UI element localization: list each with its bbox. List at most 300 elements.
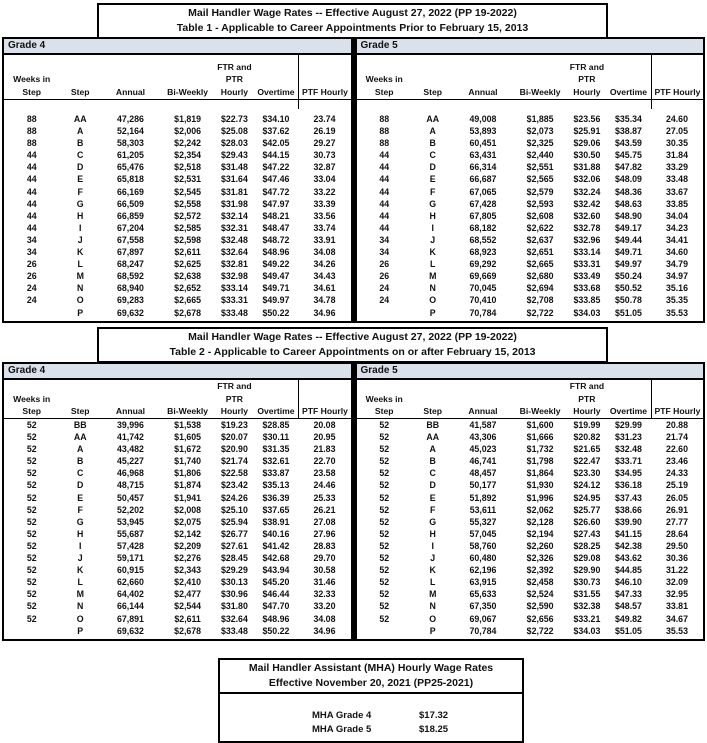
table-cell: 52 <box>26 613 37 624</box>
header-weeks-in-step: Weeks in Step <box>13 74 51 97</box>
table-cell: 22.60 <box>665 444 688 455</box>
table-cell: $51.05 <box>615 307 642 318</box>
table-cell: $37.65 <box>262 504 290 515</box>
table-cell: 52 <box>26 565 37 576</box>
table-cell: $35.34 <box>615 114 642 124</box>
table-cell: $20.90 <box>220 444 248 455</box>
table-cell: 52 <box>379 420 390 430</box>
table-cell: 31.22 <box>665 565 688 576</box>
table-cell: 34 <box>26 234 37 245</box>
table-cell: $29.29 <box>220 565 248 576</box>
spacer-row <box>357 100 704 113</box>
table-cell: 52 <box>26 540 37 551</box>
header-annual: Annual <box>468 86 498 97</box>
table-cell: O <box>76 295 84 306</box>
table-cell: $23.30 <box>573 468 601 479</box>
table-cell: $49.71 <box>615 247 642 258</box>
mha-title-line1: Mail Handler Assistant (MHA) Hourly Wage Rates <box>248 662 494 674</box>
table-cell: $45.20 <box>262 577 290 588</box>
table-cell: 70,410 <box>469 295 497 306</box>
table-cell: 67,204 <box>117 222 144 233</box>
table2-grade4-column-headers <box>4 380 351 419</box>
table2-title-line2: Table 2 - Applicable to Career Appointments on or after February 15, 2013 <box>169 346 536 358</box>
table-cell: $28.03 <box>220 138 248 149</box>
table-cell: 52,164 <box>117 126 144 137</box>
table-cell: 52 <box>26 601 37 612</box>
table2-grade4-body <box>4 419 351 639</box>
table-cell: 52 <box>26 480 37 491</box>
table-cell: $2,073 <box>526 126 554 137</box>
table-row <box>4 576 351 588</box>
table-cell: $34.03 <box>573 625 601 636</box>
table-cell: N <box>429 283 436 294</box>
table-cell: C <box>429 150 436 161</box>
table-cell: C <box>429 468 436 479</box>
table-cell: 27.08 <box>313 516 336 527</box>
table-cell: $49.82 <box>615 613 642 624</box>
table-row <box>4 540 351 552</box>
table-cell: BB <box>73 420 87 430</box>
table-cell: $1,930 <box>526 480 554 491</box>
table-cell: 44 <box>379 222 390 233</box>
table-cell: F <box>430 186 436 197</box>
table-cell: 52 <box>379 613 390 624</box>
table-cell: 34.08 <box>313 247 336 258</box>
header-annual: Annual <box>115 86 146 97</box>
table-cell: $49.17 <box>615 222 642 233</box>
table-cell: 27.05 <box>665 126 688 137</box>
table-cell: 24.60 <box>665 114 688 124</box>
table-cell: $2,458 <box>526 577 554 588</box>
table-cell: $1,874 <box>174 480 202 491</box>
table-cell: $2,410 <box>174 577 202 588</box>
table-cell: $32.48 <box>615 444 642 455</box>
table-cell: $2,518 <box>174 162 202 173</box>
table-cell: J <box>77 234 83 245</box>
table-cell: $48.72 <box>262 234 290 245</box>
table-cell: M <box>76 271 84 282</box>
table-cell: F <box>430 504 436 515</box>
table-cell: I <box>431 222 434 233</box>
mha-body <box>220 694 522 741</box>
table-cell: 68,247 <box>117 259 144 270</box>
table2-grade5-column-headers <box>357 380 704 419</box>
table-cell: E <box>77 174 84 185</box>
table-cell: 50,177 <box>469 480 497 491</box>
table-cell: $47.22 <box>262 162 290 173</box>
table-cell: 58,760 <box>469 540 497 551</box>
table-cell: $2,142 <box>174 528 202 539</box>
table-cell: $2,531 <box>174 174 202 185</box>
table-cell: MHA Grade 4 <box>312 710 372 721</box>
table-cell: 52 <box>26 577 37 588</box>
table-cell: D <box>77 480 84 491</box>
table-cell: 52 <box>379 456 390 467</box>
table2-title-box <box>97 327 608 363</box>
table2-grade4-table <box>2 362 354 641</box>
table-cell: $1,996 <box>526 492 554 503</box>
table-cell: 69,669 <box>469 271 497 282</box>
table-cell: 33.48 <box>665 174 688 185</box>
table-cell: $1,941 <box>174 492 202 503</box>
table-cell: $32.98 <box>220 271 248 282</box>
table-cell: $33.87 <box>262 468 290 479</box>
table-cell: P <box>77 307 84 318</box>
table-row <box>357 173 704 185</box>
table-cell: 33.74 <box>313 222 336 233</box>
table-cell: 31.84 <box>665 150 688 161</box>
table-cell: $21.74 <box>220 456 248 467</box>
table-cell: 47,286 <box>117 114 144 124</box>
table-cell: E <box>77 492 84 503</box>
table-cell: L <box>430 259 436 270</box>
mha-title-line2: Effective November 20, 2021 (PP25-2021) <box>268 677 474 689</box>
table-cell: $2,694 <box>526 283 554 294</box>
table-row <box>357 492 704 504</box>
header-ptf-hourly: PTF Hourly <box>298 380 350 419</box>
table-cell: 29.70 <box>313 553 336 564</box>
table-cell: $2,579 <box>526 186 554 197</box>
table-cell: L <box>430 577 436 588</box>
table-cell: $2,062 <box>526 504 554 515</box>
table-cell: $27.61 <box>220 540 248 551</box>
table-row <box>4 198 351 210</box>
header-ptf-hourly: PTF Hourly <box>651 55 703 99</box>
table-row <box>4 137 351 149</box>
table1-grade4-column-headers <box>4 55 351 100</box>
table1-grade5-body <box>357 113 704 321</box>
table-cell: $22.47 <box>573 456 601 467</box>
table1-grade4-header-bar: Grade 4 <box>4 39 351 55</box>
table-row <box>357 576 704 588</box>
table-cell: $2,242 <box>174 138 202 149</box>
table-cell: $51.05 <box>615 625 642 636</box>
table-cell: 34.67 <box>665 613 688 624</box>
table-cell: $30.11 <box>262 432 290 443</box>
table-cell: 28.64 <box>665 528 688 539</box>
table-cell: 45,227 <box>117 456 144 467</box>
table2-grade5-header-bar: Grade 5 <box>357 364 704 380</box>
table-cell: $1,819 <box>174 114 202 124</box>
table-cell: $1,885 <box>526 114 554 124</box>
table-cell: P <box>429 625 436 636</box>
table-cell: 66,144 <box>117 601 144 612</box>
table-cell: 33.04 <box>313 174 336 185</box>
table1-grade5-table <box>354 37 706 323</box>
table-cell: K <box>77 565 84 576</box>
table-cell: 23.58 <box>313 468 336 479</box>
table-cell: $48.96 <box>262 247 290 258</box>
table-cell: $31.88 <box>573 162 601 173</box>
table-cell: 67,805 <box>469 210 497 221</box>
table-cell: $48.57 <box>615 601 642 612</box>
table-cell: $28.25 <box>573 540 601 551</box>
table-cell: 52 <box>379 540 390 551</box>
table-cell: A <box>429 126 436 137</box>
table-row <box>4 516 351 528</box>
table-cell: 67,065 <box>469 186 497 197</box>
table-row <box>357 222 704 234</box>
table-cell: M <box>429 271 437 282</box>
table-cell: 52 <box>379 516 390 527</box>
table-cell: $30.73 <box>573 577 601 588</box>
table-row <box>4 307 351 319</box>
table-cell: $22.58 <box>220 468 248 479</box>
table1-grade5-header-bar: Grade 5 <box>357 39 704 55</box>
table-cell: 65,818 <box>117 174 144 185</box>
table-cell: G <box>429 198 437 209</box>
table-cell: $2,260 <box>526 540 554 551</box>
table-cell: $33.21 <box>573 613 601 624</box>
table-cell: 29.50 <box>665 540 688 551</box>
table-cell: $2,544 <box>174 601 202 612</box>
table-cell: 65,633 <box>469 589 497 600</box>
table-cell: $31.35 <box>262 444 290 455</box>
table-row <box>4 234 351 246</box>
table-cell: $25.08 <box>220 126 248 137</box>
table-cell: $2,722 <box>526 625 554 636</box>
table1-grade4-table <box>2 37 354 323</box>
table-cell: $1,864 <box>526 468 554 479</box>
header-ftr-ptr-hourly: FTR and PTR Hourly <box>569 381 605 416</box>
table-cell: 52 <box>26 456 37 467</box>
table-cell: $2,722 <box>526 307 554 318</box>
table-row <box>357 137 704 149</box>
table-cell: $47.72 <box>262 186 290 197</box>
table-cell: 35.16 <box>665 283 688 294</box>
table-cell: $2,637 <box>526 234 554 245</box>
table-cell: $25.94 <box>220 516 248 527</box>
header-ptf-hourly: PTF Hourly <box>651 380 703 419</box>
table2-grade5-table <box>354 362 706 641</box>
table-cell: $49.71 <box>262 283 290 294</box>
table-cell: $39.90 <box>615 516 642 527</box>
table-cell: $49.47 <box>262 271 290 282</box>
table-row <box>357 210 704 222</box>
table-cell: F <box>77 504 83 515</box>
table-cell: 46,968 <box>117 468 144 479</box>
table-cell: $48.96 <box>262 613 290 624</box>
table-cell: $43.59 <box>615 138 642 149</box>
table-cell: B <box>429 456 436 467</box>
table-cell: AA <box>73 432 87 443</box>
table-cell: 33.39 <box>313 198 336 209</box>
table-cell: 26 <box>379 271 390 282</box>
table-cell: $1,732 <box>526 444 554 455</box>
table-cell: 69,292 <box>469 259 497 270</box>
table-row <box>4 625 351 637</box>
table-cell: 45,023 <box>469 444 497 455</box>
table-cell: 30.73 <box>313 150 336 161</box>
table-cell: $2,354 <box>174 150 202 161</box>
table-cell: $2,622 <box>526 222 554 233</box>
table-cell: 69,283 <box>117 295 144 306</box>
table-cell: 34.60 <box>665 247 688 258</box>
table-row <box>357 125 704 137</box>
table-cell: $2,708 <box>526 295 554 306</box>
table-cell: 26.21 <box>313 504 336 515</box>
table-cell: 34.96 <box>313 625 336 636</box>
table-row <box>4 149 351 161</box>
table-cell: $43.62 <box>615 553 642 564</box>
table-cell: A <box>77 444 84 455</box>
table-cell: 60,451 <box>469 138 497 149</box>
table-cell: I <box>79 222 82 233</box>
table-cell: 70,784 <box>469 625 497 636</box>
header-annual: Annual <box>115 406 146 416</box>
table-cell: $33.48 <box>220 625 248 636</box>
table-cell: $27.43 <box>573 528 601 539</box>
table-cell: $2,551 <box>526 162 554 173</box>
table-cell: H <box>429 528 436 539</box>
table-cell: B <box>77 456 84 467</box>
header-biweekly: Bi-Weekly <box>519 86 561 97</box>
table-cell: 66,859 <box>117 210 144 221</box>
table-cell: 20.08 <box>313 420 336 430</box>
table-cell: 44 <box>26 174 37 185</box>
table-cell: 33.20 <box>313 601 336 612</box>
table-cell: $2,276 <box>174 553 202 564</box>
table-cell: I <box>79 540 82 551</box>
table-cell: 25.19 <box>665 480 688 491</box>
table-cell: 44 <box>26 162 37 173</box>
table-row <box>4 270 351 282</box>
table-cell: $24.26 <box>220 492 248 503</box>
table-cell: B <box>77 138 84 149</box>
table-cell: 39,996 <box>117 420 144 430</box>
table-cell: 49,008 <box>469 114 497 124</box>
table-cell: 55,327 <box>469 516 497 527</box>
mha-title-box <box>220 660 522 694</box>
table-cell: 52 <box>379 504 390 515</box>
table-cell: 52 <box>379 528 390 539</box>
table-cell: $32.42 <box>573 198 601 209</box>
table-cell: 64,402 <box>117 589 144 600</box>
table-row <box>4 282 351 294</box>
table-cell: $31.80 <box>220 601 248 612</box>
table-cell: $48.47 <box>262 222 290 233</box>
header-biweekly: Bi-Weekly <box>167 406 209 416</box>
table-cell: 52 <box>379 480 390 491</box>
table-cell: 22.70 <box>313 456 336 467</box>
table-cell: $2,128 <box>526 516 554 527</box>
table-cell: 23.74 <box>313 114 336 124</box>
table-row <box>4 258 351 270</box>
table-row <box>4 552 351 564</box>
table-cell: $50.22 <box>262 307 290 318</box>
table-cell: $2,611 <box>174 247 201 258</box>
table-cell: $28.45 <box>220 553 248 564</box>
table-row <box>4 161 351 173</box>
table-cell: 29.27 <box>313 138 336 149</box>
table-cell: $30.13 <box>220 577 248 588</box>
table-cell: $32.60 <box>573 210 601 221</box>
table-cell: $31.55 <box>573 589 601 600</box>
table-cell: 30.36 <box>665 553 688 564</box>
table-cell: 44 <box>26 222 37 233</box>
table-cell: 44 <box>379 150 390 161</box>
table-cell: 44 <box>379 174 390 185</box>
table-cell: MHA Grade 5 <box>312 724 372 735</box>
header-weeks-in-step: Weeks in Step <box>13 393 51 416</box>
table-cell: $20.82 <box>573 432 601 443</box>
table-cell: $50.52 <box>615 283 642 294</box>
table-cell: 33.56 <box>313 210 336 221</box>
table-cell: P <box>77 625 84 636</box>
table-cell: 35.53 <box>665 307 688 318</box>
table-row <box>4 419 351 431</box>
table-cell: $23.56 <box>573 114 601 124</box>
table-cell: 61,205 <box>117 150 144 161</box>
table-cell: G <box>76 516 84 527</box>
table-cell: $48.21 <box>262 210 290 221</box>
table-cell: $29.08 <box>573 553 601 564</box>
table-cell: $33.31 <box>220 295 248 306</box>
table-cell: 70,784 <box>469 307 497 318</box>
table-cell: $2,075 <box>174 516 202 527</box>
table-row <box>357 613 704 625</box>
table-cell: 69,632 <box>117 625 144 636</box>
table-cell: 24 <box>379 283 390 294</box>
table-cell: $32.38 <box>573 601 601 612</box>
table-cell: 34.41 <box>665 234 688 245</box>
table-cell: O <box>429 613 437 624</box>
table-cell: H <box>77 210 84 221</box>
table-cell: $1,600 <box>526 420 554 430</box>
table-cell: 23.46 <box>665 456 688 467</box>
table-cell: 20.88 <box>665 420 688 430</box>
table-cell: 67,891 <box>117 613 144 624</box>
table-row <box>357 600 704 612</box>
table-cell: 52 <box>379 553 390 564</box>
table-cell: 26.91 <box>665 504 688 515</box>
table-cell: $31.64 <box>220 174 248 185</box>
table-cell: $2,325 <box>526 138 554 149</box>
ptf-column-divider <box>651 100 703 109</box>
table-cell: 66,314 <box>469 162 497 173</box>
table-cell: $30.96 <box>220 589 248 600</box>
table-row <box>4 492 351 504</box>
table-cell: 35.53 <box>665 625 688 636</box>
table-cell: $2,392 <box>526 565 554 576</box>
table-cell: K <box>429 565 436 576</box>
table-cell: F <box>77 186 83 197</box>
table-row <box>357 443 704 455</box>
header-overtime: Overtime <box>609 86 648 97</box>
table-cell: $32.64 <box>220 613 248 624</box>
table-cell: $2,656 <box>526 613 554 624</box>
table-cell: $33.14 <box>573 247 601 258</box>
table-cell: 27.77 <box>665 516 688 527</box>
table-cell: 44 <box>26 186 37 197</box>
table-row <box>4 613 351 625</box>
table-cell: $31.23 <box>615 432 642 443</box>
table-cell: $40.16 <box>262 528 290 539</box>
table-cell: $1,740 <box>174 456 202 467</box>
table-cell: $29.43 <box>220 150 248 161</box>
table-cell: $46.44 <box>262 589 290 600</box>
table-cell: $2,558 <box>174 198 202 209</box>
table-cell: 52 <box>26 589 37 600</box>
table-cell: $24.95 <box>573 492 601 503</box>
table-cell: 32.95 <box>665 589 688 600</box>
table1-title-line1: Mail Handler Wage Rates -- Effective August 27, 2022 (PP 19-2022) <box>188 7 517 19</box>
table-cell: $45.75 <box>615 150 642 161</box>
table-cell: 46,741 <box>469 456 497 467</box>
table-cell: 62,196 <box>469 565 497 576</box>
header-biweekly: Bi-Weekly <box>519 406 561 416</box>
table-cell: $2,006 <box>174 126 202 137</box>
